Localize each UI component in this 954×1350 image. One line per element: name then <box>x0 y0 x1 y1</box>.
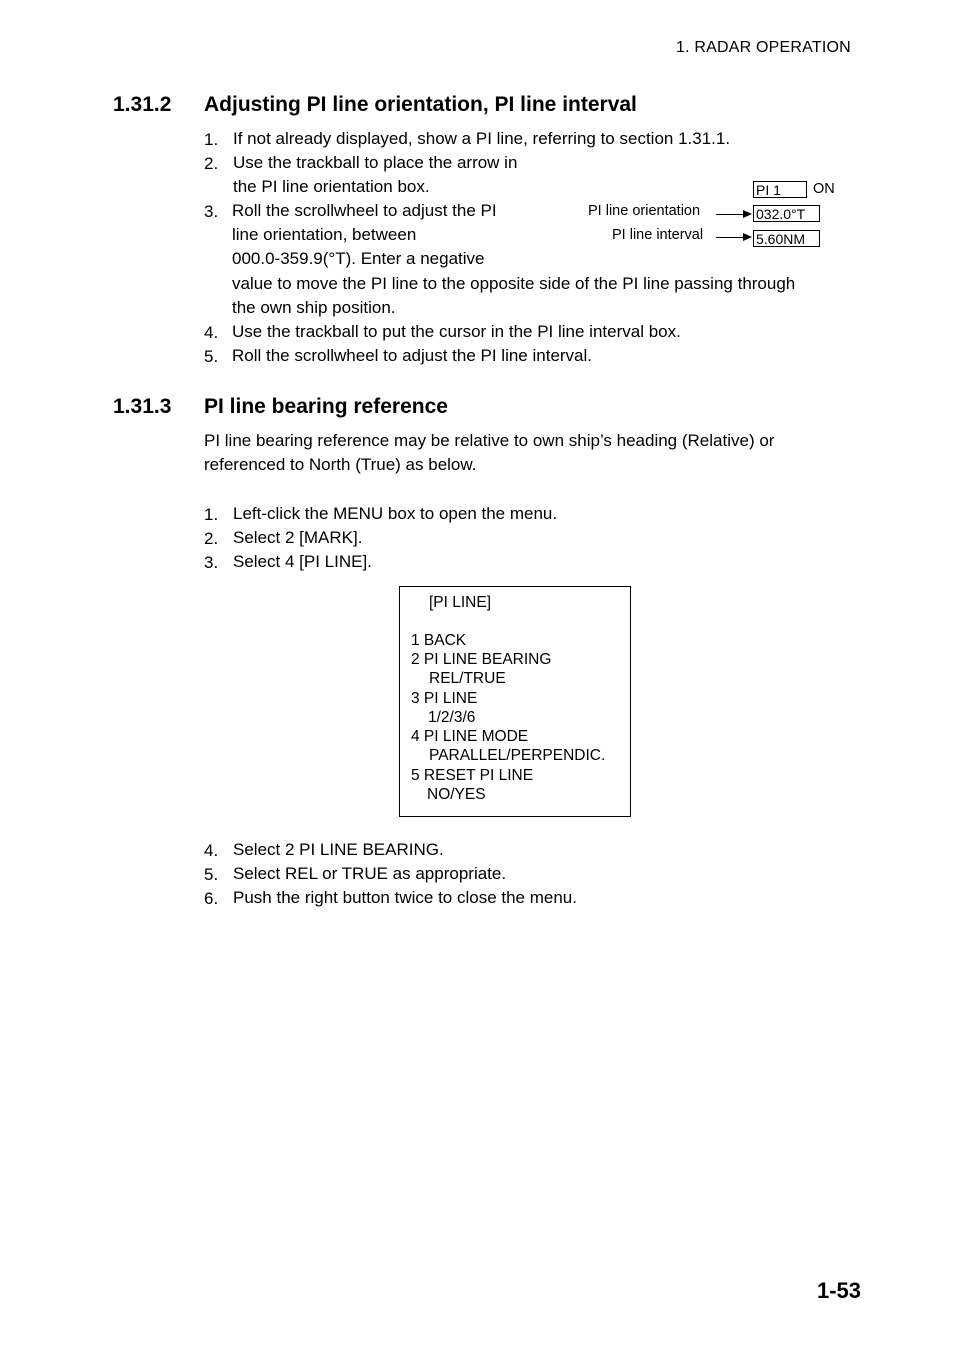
step-text: the own ship position. <box>232 298 396 317</box>
menu-item-option[interactable]: 1/2/3/6 <box>428 709 476 726</box>
interval-value: 5.60NM <box>756 231 806 247</box>
step-number: 5. <box>204 347 219 366</box>
section-number: 1.31.2 <box>113 93 172 116</box>
menu-title: [PI LINE] <box>429 594 492 611</box>
step-text: Select 2 PI LINE BEARING. <box>233 840 444 859</box>
arrow-right-icon <box>743 210 752 218</box>
step-text: If not already displayed, show a PI line, referring to section 1.31.1. <box>233 129 731 148</box>
step-text: Roll the scrollwheel to adjust the PI <box>232 201 497 220</box>
intro-text: PI line bearing reference may be relative to own ship’s heading (Relative) or <box>204 431 775 450</box>
step-number: 1. <box>204 505 219 524</box>
step-number: 4. <box>204 323 219 342</box>
menu-item-option[interactable]: REL/TRUE <box>429 670 506 687</box>
step-number: 2. <box>204 529 219 548</box>
step-text: Roll the scrollwheel to adjust the PI line interval. <box>232 346 593 365</box>
pi-line-state: ON <box>813 181 835 197</box>
step-text: value to move the PI line to the opposite side of the PI line passing through <box>232 274 796 293</box>
arrow-right-icon <box>743 233 752 241</box>
menu-item-reset-pi-line[interactable]: 5 RESET PI LINE <box>411 767 534 784</box>
step-text: Select REL or TRUE as appropriate. <box>233 864 507 883</box>
orientation-label: PI line orientation <box>588 203 701 219</box>
step-number: 5. <box>204 865 219 884</box>
menu-item-pi-line-bearing[interactable]: 2 PI LINE BEARING <box>411 651 552 668</box>
step-number: 3. <box>204 202 219 221</box>
orientation-arrow-line <box>716 214 746 215</box>
step-number: 1. <box>204 130 219 149</box>
running-header: 1. RADAR OPERATION <box>676 39 851 56</box>
section-title: PI line bearing reference <box>204 395 448 418</box>
step-text: Use the trackball to put the cursor in the PI line interval box. <box>232 322 681 341</box>
intro-text: referenced to North (True) as below. <box>204 455 477 474</box>
menu-item-pi-line[interactable]: 3 PI LINE <box>411 690 478 707</box>
pi-line-select-value: PI 1 <box>756 182 781 198</box>
pi-line-menu <box>399 586 631 817</box>
step-text: the PI line orientation box. <box>233 177 430 196</box>
step-number: 6. <box>204 889 219 908</box>
menu-item-pi-line-mode[interactable]: 4 PI LINE MODE <box>411 728 529 745</box>
menu-item-option[interactable]: PARALLEL/PERPENDIC. <box>429 747 606 764</box>
step-text: Select 4 [PI LINE]. <box>233 552 372 571</box>
page-number: 1-53 <box>817 1278 862 1303</box>
menu-item-option[interactable]: NO/YES <box>427 786 486 803</box>
step-number: 4. <box>204 841 219 860</box>
pi-line-select-box[interactable] <box>753 181 807 198</box>
section-title: Adjusting PI line orientation, PI line interval <box>204 93 637 116</box>
interval-box[interactable] <box>753 230 820 247</box>
orientation-box[interactable] <box>753 205 820 222</box>
orientation-value: 032.0°T <box>756 206 806 222</box>
step-text: Use the trackball to place the arrow in <box>233 153 518 172</box>
step-text: Left-click the MENU box to open the menu. <box>233 504 558 523</box>
step-number: 3. <box>204 553 219 572</box>
step-text: Select 2 [MARK]. <box>233 528 363 547</box>
step-text: line orientation, between <box>232 225 417 244</box>
interval-arrow-line <box>716 237 746 238</box>
section-number: 1.31.3 <box>113 395 172 418</box>
step-text: Push the right button twice to close the menu. <box>233 888 577 907</box>
menu-item-back[interactable]: 1 BACK <box>411 632 467 649</box>
step-text: 000.0-359.9(°T). Enter a negative <box>232 249 485 268</box>
interval-label: PI line interval <box>612 227 704 243</box>
step-number: 2. <box>204 154 219 173</box>
